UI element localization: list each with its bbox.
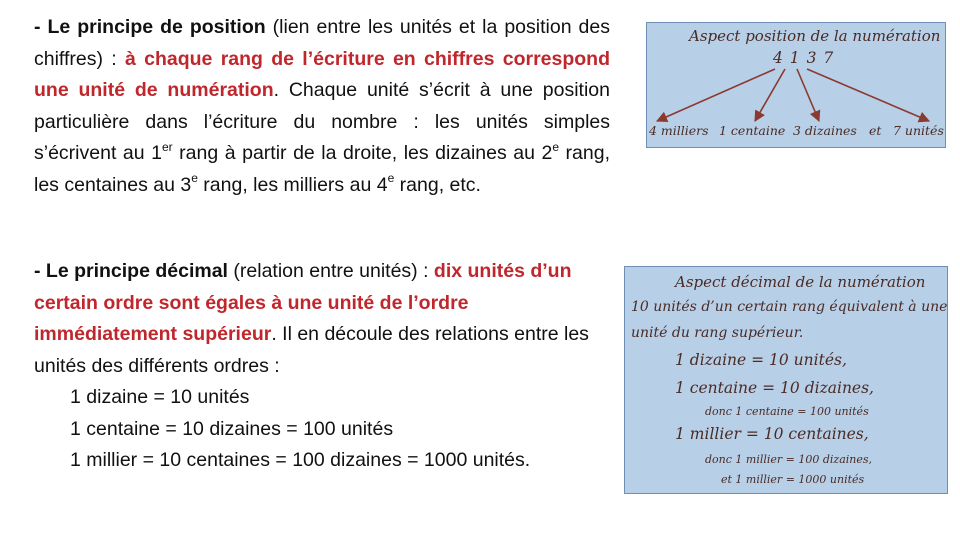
p1-rest2: rang à partir de la droite, les dizaines au 2 xyxy=(172,142,553,164)
p2-lead: - Le principe décimal xyxy=(34,260,228,282)
relation-line-3: 1 millier = 10 centaines = 100 dizaines = 1000 unités. xyxy=(70,449,531,471)
p1-sup2: e xyxy=(552,139,560,154)
p1-sup1: er xyxy=(161,139,173,154)
panel2-line1: 10 unités d’un certain rang équivalent à une xyxy=(631,299,948,315)
panel2-title: Aspect décimal de la numération xyxy=(675,273,926,291)
panel2-eq3: 1 millier = 10 centaines, xyxy=(675,425,869,443)
p1-paren: (lien entre les unités et la position des chiffres) : xyxy=(34,16,610,70)
p2-paren: (relation entre unités) : xyxy=(227,260,434,282)
p1-rest1: . Chaque unité s’écrit à une position particulière dans l’écriture du nombre : les unités simples s’écrivent au 1 xyxy=(34,79,610,164)
p1-sup3: e xyxy=(191,171,198,185)
panel2-eq1: 1 dizaine = 10 unités, xyxy=(675,351,847,369)
label-units: 7 unités xyxy=(893,123,944,138)
panel2-eq3c: et 1 millier = 1000 unités xyxy=(721,473,865,486)
arrow-thousands xyxy=(657,69,775,121)
label-thousands: 4 milliers xyxy=(649,123,709,138)
p1-rest4: rang, les milliers au 4 xyxy=(197,173,388,196)
paragraph-decimal-principle xyxy=(34,256,594,477)
p1-rest3: rang, les centaines au 3 xyxy=(34,142,610,196)
panel1-title: Aspect position de la numération xyxy=(689,27,941,45)
relation-line-2: 1 centaine = 10 dizaines = 100 unités xyxy=(70,417,394,440)
panel1-number: 4 1 3 7 xyxy=(773,49,835,67)
position-aspect-figure xyxy=(646,22,946,148)
p1-highlight: à chaque rang de l’écriture en chiffres correspond une unité de numération xyxy=(34,47,610,101)
p1-lead: - Le principe de position xyxy=(34,16,266,38)
panel2-eq3b: donc 1 millier = 100 dizaines, xyxy=(705,453,873,466)
p2-highlight: dix unités d’un certain ordre sont égales à une unité de l’ordre immédiatement supérieur xyxy=(34,260,572,345)
label-and: et xyxy=(869,123,882,138)
arrow-tens xyxy=(797,69,819,121)
p1-sup4: e xyxy=(387,171,395,185)
panel2-line2: unité du rang supérieur. xyxy=(631,325,804,341)
panel2-eq2: 1 centaine = 10 dizaines, xyxy=(675,379,874,397)
paragraph-position-principle xyxy=(34,12,610,201)
p2-rest: . Il en découle des relations entre les unités des différents ordres : xyxy=(34,323,589,377)
decimal-aspect-figure xyxy=(624,266,948,494)
relation-line-1: 1 dizaine = 10 unités xyxy=(70,386,250,408)
arrow-units xyxy=(807,69,929,121)
label-tens: 3 dizaines xyxy=(793,123,857,138)
arrow-hundreds xyxy=(755,69,785,121)
panel2-eq2b: donc 1 centaine = 100 unités xyxy=(705,405,869,418)
p1-rest5: rang, etc. xyxy=(394,173,481,196)
label-hundreds: 1 centaine xyxy=(719,123,786,138)
